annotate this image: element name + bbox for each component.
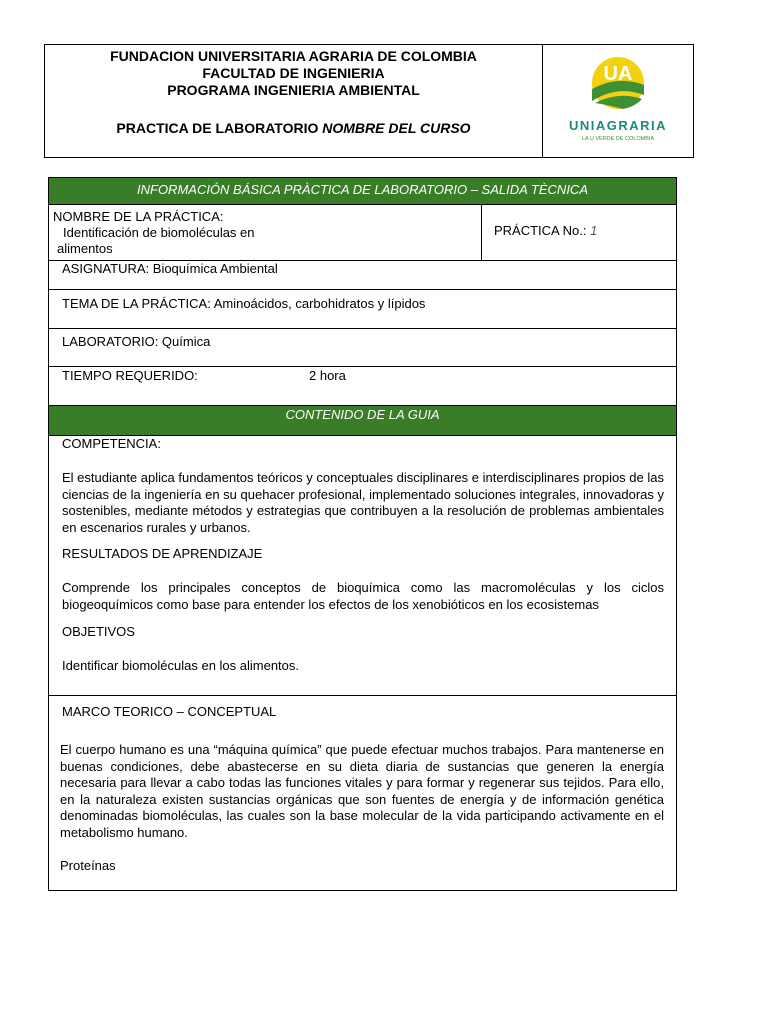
- row-topic: [49, 290, 676, 329]
- faculty-name: FACULTAD DE INGENIERIA: [202, 65, 385, 81]
- topic-text: TEMA DE LA PRÁCTICA: Aminoácidos, carbohidratos y lípidos: [62, 296, 426, 311]
- header-title-block: [45, 45, 543, 157]
- row-theoretical-framework: [49, 696, 676, 890]
- logo-graphic: [543, 45, 693, 157]
- row-subject: [49, 261, 676, 290]
- row-practice-name: [49, 205, 676, 261]
- time-label: TIEMPO REQUERIDO:: [62, 368, 198, 383]
- uniagraria-logo: [543, 45, 693, 157]
- section-content-title: CONTENIDO DE LA GUIA: [285, 407, 440, 422]
- objectives-title: OBJETIVOS: [62, 624, 135, 639]
- objectives-text: Identificar biomoléculas en los alimentos.: [62, 658, 300, 673]
- row-time: [49, 367, 676, 406]
- practice-prefix: PRACTICA DE LABORATORIO: [116, 120, 323, 136]
- subject-text: ASIGNATURA: Bioquímica Ambiental: [62, 261, 278, 276]
- competency-title: COMPETENCIA:: [62, 436, 161, 451]
- logo-slogan: LA U VERDE DE COLOMBIA: [581, 136, 655, 142]
- logo-name: UNIAGRARIA: [568, 118, 668, 133]
- time-value: 2 hora: [309, 368, 346, 383]
- practice-number-value: 1: [590, 223, 598, 238]
- practice-heading: [45, 120, 542, 137]
- practice-name-cell: [49, 205, 482, 260]
- row-laboratory: [49, 329, 676, 367]
- practice-number-label: PRÁCTICA No.:: [494, 223, 591, 238]
- logo-initials: UA: [603, 63, 633, 85]
- learning-results-text: Comprende los principales conceptos de bioquímica como las macromoléculas y los ciclos biogeoquímicos como base para entender los efectos de los xenobióticos en los ecosistemas: [62, 580, 664, 612]
- section-content-header: [49, 406, 676, 436]
- learning-results-title: RESULTADOS DE APRENDIZAJE: [62, 546, 263, 561]
- practice-number-cell: [494, 223, 597, 238]
- practice-name-value-line1: Identificación de biomoléculas en: [63, 225, 255, 240]
- program-name: PROGRAMA INGENIERIA AMBIENTAL: [167, 82, 420, 98]
- row-competency: [49, 436, 676, 696]
- competency-text: El estudiante aplica fundamentos teóricos y conceptuales disciplinares e interdisciplinares propios de las ciencias de la ingeniería en su quehacer profesional, implementado soluciones integrales, innovadoras y sostenibles, mediante métodos y estrategias que contribuyen a la resolución de problemas ambientales en escenarios rurales y urbanos.: [62, 470, 664, 535]
- framework-title: MARCO TEORICO – CONCEPTUAL: [62, 704, 277, 719]
- section-basic-info-header: [49, 178, 676, 205]
- document-header: [44, 44, 694, 158]
- framework-text: El cuerpo humano es una “máquina química” que puede efectuar muchos trabajos. Para mantenerse en buenas condiciones, debe abastecerse en su dieta diaria de sustancias que generen la energía necesaria para llevar a cabo todas las funciones vitales y para formar y regenerar sus tejidos. Para ello, en la naturaleza existen sustancias orgánicas que son fuentes de energía y de información genética denominadas biomoléculas, las cuales son la base molecular de la vida participando activamente en el metabolismo humano.: [60, 742, 664, 840]
- section-basic-info-title: INFORMACIÓN BÁSICA PRÀCTICA DE LABORATORIO – SALIDA TÈCNICA: [137, 182, 588, 197]
- practice-name-label: NOMBRE DE LA PRÁCTICA:: [53, 209, 224, 224]
- lab-info-table: [48, 177, 677, 891]
- practice-name-value-line2: alimentos: [57, 241, 113, 256]
- institution-name: FUNDACION UNIVERSITARIA AGRARIA DE COLOMBIA: [110, 48, 477, 64]
- course-name: NOMBRE DEL CURSO: [322, 120, 471, 136]
- laboratory-text: LABORATORIO: Química: [62, 334, 211, 349]
- proteins-heading: Proteínas: [60, 858, 116, 873]
